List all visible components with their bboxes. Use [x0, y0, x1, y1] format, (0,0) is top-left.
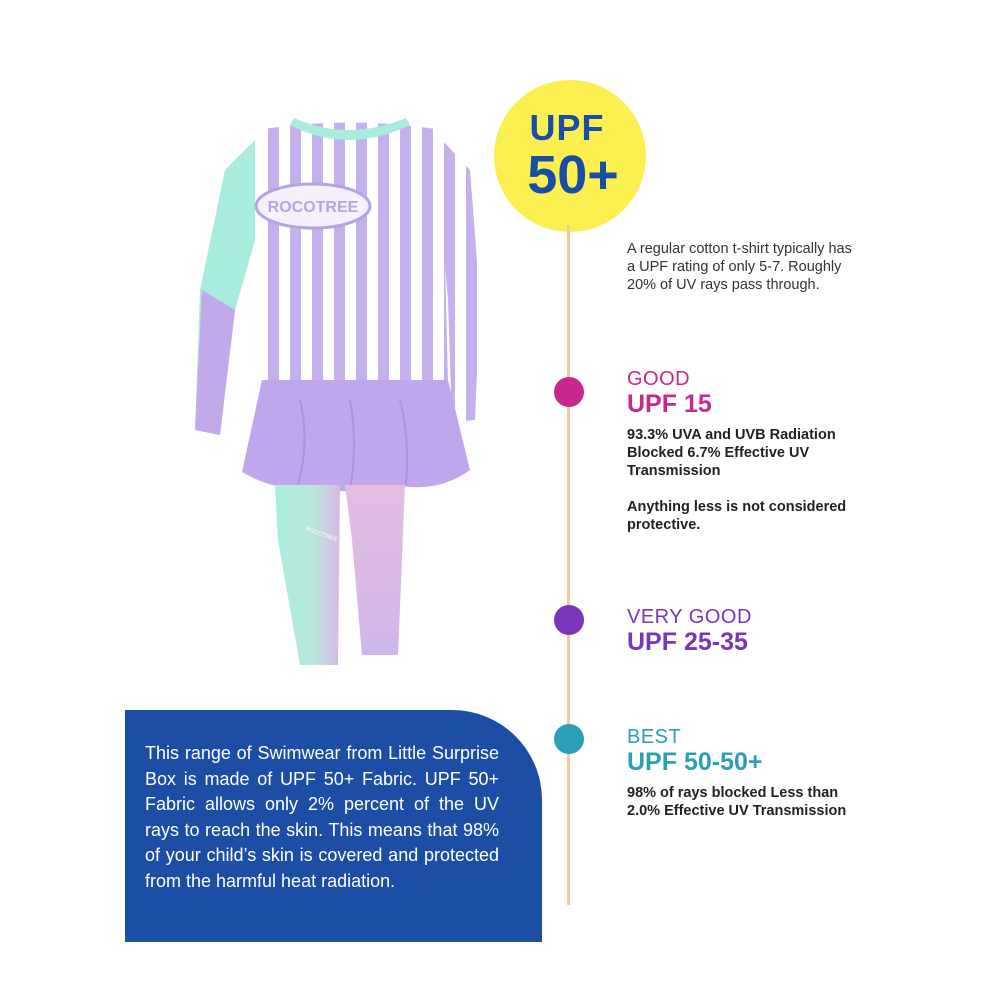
level-good-desc: 93.3% UVA and UVB Radiation Blocked 6.7% Effective UV Transmission [627, 427, 836, 479]
badge-line2: 50+ [527, 145, 619, 205]
svg-text:ROCOTREE: ROCOTREE [304, 526, 339, 544]
level-good-note: Anything less is not considered protective. [627, 499, 847, 533]
level-good [627, 368, 857, 534]
badge-line1: UPF [529, 107, 605, 148]
skirt [242, 380, 470, 492]
left-sleeve-cuff [195, 290, 235, 435]
upf-badge [494, 80, 646, 232]
timeline-dot-very-good [554, 605, 584, 635]
level-very-good-label: VERY GOOD [627, 606, 752, 628]
swimwear-illustration [180, 100, 520, 680]
intro-text: A regular cotton t-shirt typically has a UPF rating of only 5-7. Roughly 20% of UV rays pass through. [627, 241, 852, 293]
level-good-label: GOOD [627, 368, 691, 390]
level-best-value: UPF 50-50+ [627, 748, 763, 776]
level-best-desc: 98% of rays blocked Less than 2.0% Effective UV Transmission [627, 785, 847, 819]
left-leg [275, 485, 340, 665]
info-panel-text: This range of Swimwear from Little Surprise Box is made of UPF 50+ Fabric. UPF 50+ Fabric allows only 2% percent of the UV rays to reach the skin. This means that 98% of your child’s skin is covered and protected from the harmful heat radiation. [145, 743, 499, 891]
level-very-good [627, 606, 857, 656]
right-leg [345, 485, 405, 655]
level-best-label: BEST [627, 726, 682, 748]
level-good-value: UPF 15 [627, 390, 712, 418]
level-very-good-value: UPF 25-35 [627, 628, 748, 656]
level-best [627, 726, 857, 820]
logo-text: ROCOTREE [267, 199, 359, 216]
timeline-dot-best [554, 724, 584, 754]
timeline-line [567, 225, 570, 905]
timeline-dot-good [554, 377, 584, 407]
torso [258, 123, 448, 386]
